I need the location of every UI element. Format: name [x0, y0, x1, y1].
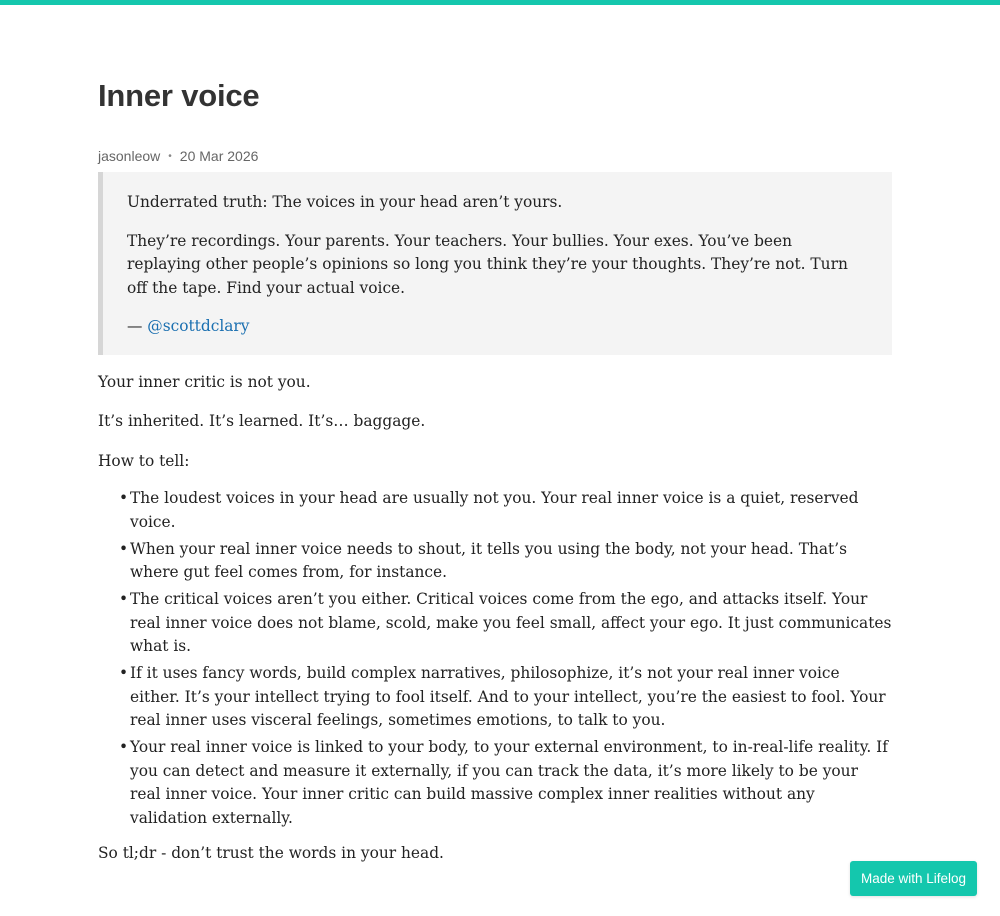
- post-body: [98, 172, 892, 866]
- quote-attribution: [127, 315, 868, 339]
- bullet: •: [119, 738, 129, 756]
- list-item: [98, 662, 892, 733]
- list-item-text: The loudest voices in your head are usually not you. Your real inner voice is a quiet, reserved voice.: [130, 489, 859, 531]
- meta-separator: •: [168, 151, 172, 162]
- blockquote: [98, 172, 892, 355]
- list-item-text: If it uses fancy words, build complex narratives, philosophize, it’s not your real inner voice either. It’s your intellect trying to fool itself. And to your intellect, you’re the easiest to fool. Your real inner uses visceral feelings, sometimes emotions, to talk to you.: [130, 664, 886, 729]
- list-item-text: Your real inner voice is linked to your body, to your external environment, to in-real-life reality. If you can detect and measure it externally, if you can track the data, it’s more likely to be your real inner voice. Your inner critic can build massive complex inner realities without any validation externally.: [130, 738, 888, 827]
- post-meta: [98, 146, 258, 167]
- list-item: [98, 487, 892, 534]
- tips-list: [98, 487, 892, 830]
- bullet: •: [119, 664, 129, 682]
- made-with-lifelog-button[interactable]: Made with Lifelog: [850, 861, 977, 896]
- post-date: 20 Mar 2026: [179, 148, 259, 164]
- quote-line-2: They’re recordings. Your parents. Your teachers. Your bullies. Your exes. You’ve been replaying other people’s opinions so long you think they’re your thoughts. They’re not. Turn off the tape. Find your actual voice.: [127, 231, 848, 297]
- bullet: •: [119, 539, 129, 558]
- closing-paragraph: So tl;dr - don’t trust the words in your head.: [98, 844, 444, 862]
- attribution-link[interactable]: @scottdclary: [147, 317, 250, 335]
- quote-line-1: Underrated truth: The voices in your head aren’t yours.: [127, 193, 563, 211]
- bullet: •: [119, 590, 129, 608]
- paragraph-2: It’s inherited. It’s learned. It’s… baggage.: [98, 412, 426, 430]
- paragraph-1: Your inner critic is not you.: [98, 372, 311, 391]
- attribution-dash: —: [127, 317, 148, 335]
- list-item: [98, 538, 892, 585]
- author-name[interactable]: jasonleow: [98, 148, 161, 164]
- list-item-text: When your real inner voice needs to shout, it tells you using the body, not your head. That’s where gut feel comes from, for instance.: [130, 539, 848, 581]
- list-item-text: The critical voices aren’t you either. Critical voices come from the ego, and attacks itself. Your real inner voice does not blame, scold, make you feel small, affect your ego. It just communicates what is.: [130, 590, 892, 655]
- bullet: •: [119, 489, 129, 507]
- page-title: Inner voice: [98, 78, 260, 113]
- top-accent-bar: [0, 0, 1000, 5]
- list-item: [98, 588, 892, 659]
- paragraph-3: How to tell:: [98, 451, 190, 470]
- list-item: [98, 736, 892, 830]
